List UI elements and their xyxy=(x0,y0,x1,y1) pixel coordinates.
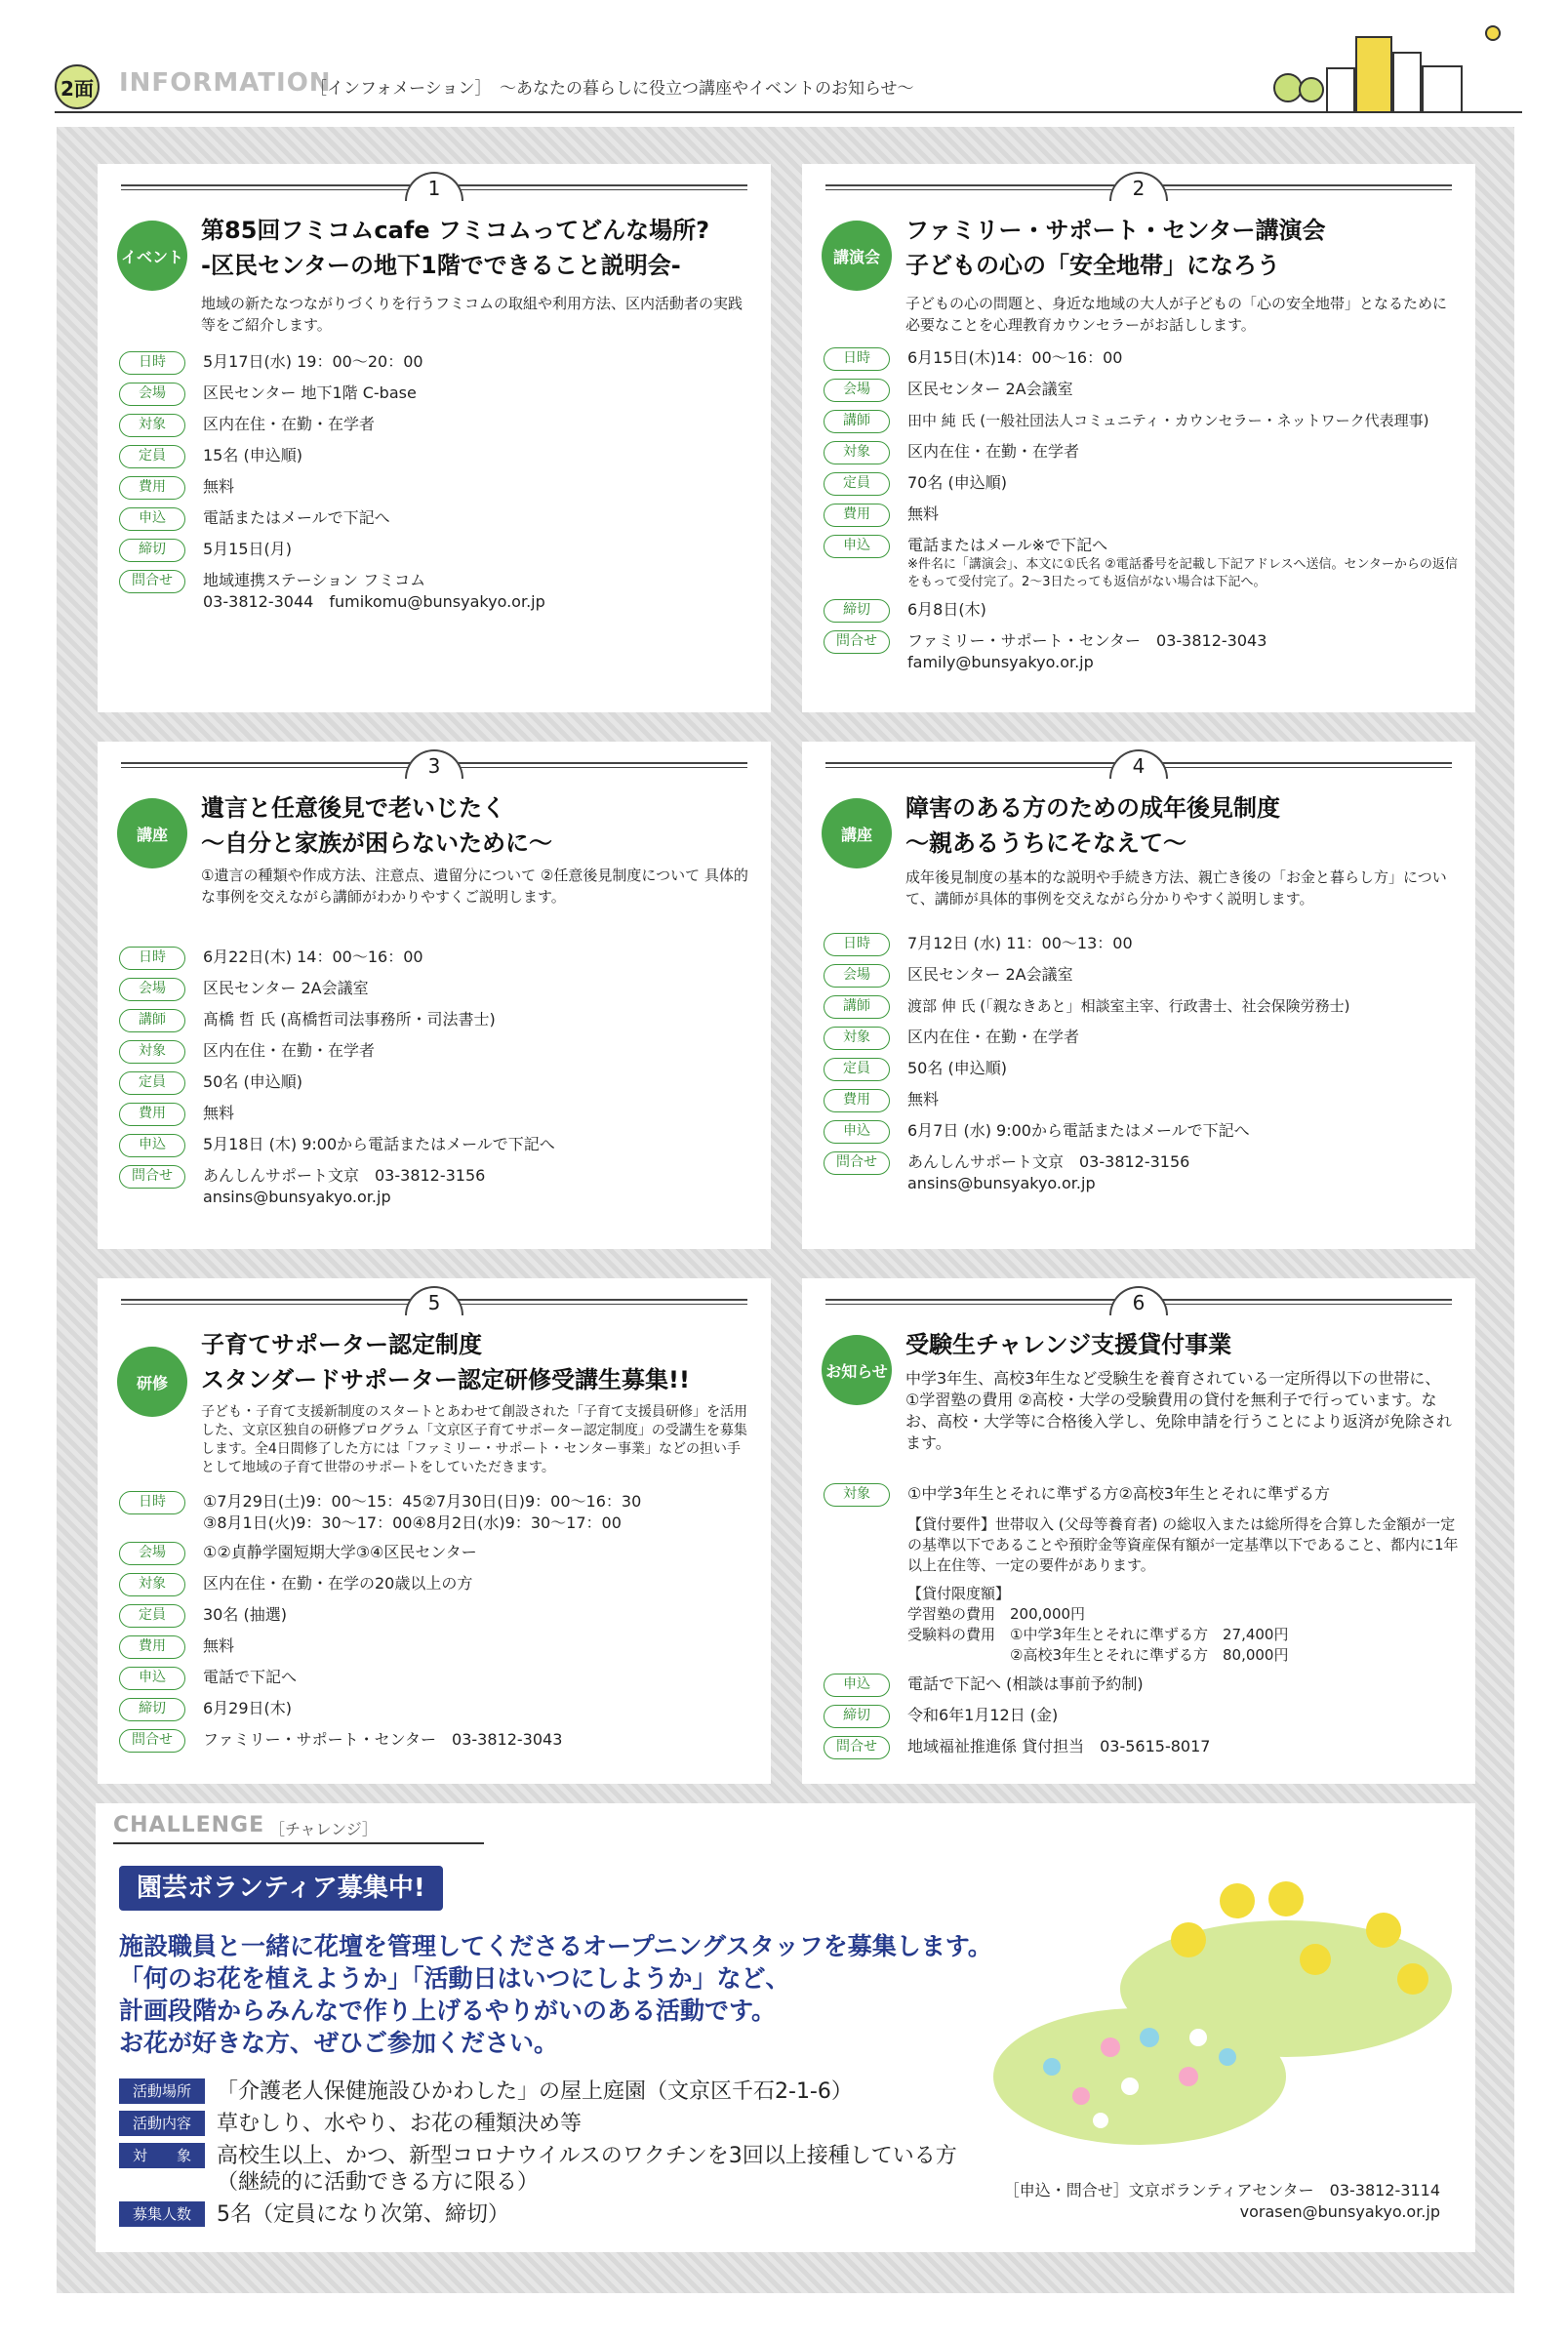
detail-row xyxy=(824,1584,1460,1666)
detail-row xyxy=(119,1009,755,1032)
detail-value: 6月15日(木)14：00～16：00 xyxy=(907,348,1123,367)
card-details xyxy=(824,347,1460,681)
detail-value: 地域福祉推進係 貸付担当 03-5615-8017 xyxy=(907,1737,1211,1755)
card-details xyxy=(119,351,755,621)
card-description: 子どもの心の問題と、身近な地域の大人が子どもの「心の安全地帯」となるために必要なことを心理教育カウンセラーがお話しします。 xyxy=(905,295,1448,334)
detail-value: ファミリー・サポート・センター 03-3812-3043 family@bunsyakyo.or.jp xyxy=(907,631,1267,671)
challenge-title: CHALLENGE xyxy=(113,1813,265,1837)
card-title: ファミリー・サポート・センター講演会 子どもの心の「安全地帯」になろう xyxy=(905,217,1326,279)
card-title: 第85回フミコムcafe フミコムってどんな場所? ‐区民センターの地下1階でできること説明会‐ xyxy=(201,217,710,279)
detail-value: 電話で下記へ xyxy=(203,1668,298,1686)
detail-label: 申込 xyxy=(824,535,890,558)
card-description: 子ども・子育て支援新制度のスタートとあわせて創設された「子育て支援員研修」を活用した、文京区独自の研修プログラム「文京区子育てサポーター認定制度」の受講生を募集します。全4日間修了した方には「ファミリー・サポート・センター事業」などの担い手として地域の子育て世帯のサポートをしていただきます。 xyxy=(201,1404,747,1475)
detail-label: 定員 xyxy=(119,445,185,468)
contact-info: ansins@bunsyakyo.or.jp xyxy=(907,1174,1096,1192)
detail-label: 費用 xyxy=(119,1635,185,1659)
detail-value: 15名 (申込順) xyxy=(203,446,302,464)
detail-value: ①7月29日(土)9：00～15：45②7月30日(日)9：00～16：30 ③8月1日(火)9：30～17：00④8月2日(水)9：30～17：00 xyxy=(203,1492,642,1532)
detail-label: 日時 xyxy=(119,1491,185,1514)
challenge-section xyxy=(96,1803,1475,2252)
detail-row xyxy=(824,1705,1460,1728)
detail-value: 70名 (申込順) xyxy=(907,473,1007,492)
detail-value: 6月29日(木) xyxy=(203,1699,293,1717)
event-card-5 xyxy=(98,1278,771,1784)
challenge-contact: ［申込・問合せ］文京ボランティアセンター 03-3812-3114 vorasen@bunsyakyo.or.jp xyxy=(1003,2181,1440,2221)
card-details xyxy=(119,947,755,1216)
detail-label: 費用 xyxy=(119,476,185,500)
detail-label: 費用 xyxy=(824,504,890,527)
detail-value: 30名 (抽選) xyxy=(203,1605,287,1624)
detail-row xyxy=(824,1151,1460,1194)
detail-label: 申込 xyxy=(119,507,185,531)
detail-row: 活動場所 「介護老人保健施設ひかわした」の屋上庭園（文京区千石2-1-6） xyxy=(119,2078,1075,2105)
detail-row xyxy=(824,964,1460,988)
category-badge: 講座 xyxy=(822,798,892,868)
card-number: 4 xyxy=(1109,749,1168,779)
detail-label: 費用 xyxy=(824,1089,890,1112)
detail-value: 電話またはメール※で下記へ ※件名に「講演会」、本文に①氏名 ②電話番号を記載し下記アドレスへ送信。センターからの返信をもって受付完了。2～3日たっても返信がない場合は下記へ。 xyxy=(907,535,1460,591)
detail-row xyxy=(119,1165,755,1208)
detail-label: 定員 xyxy=(824,472,890,496)
detail-value: ①②貞静学園短期大学③④区民センター xyxy=(203,1543,477,1561)
detail-row xyxy=(824,441,1460,464)
card-number: 1 xyxy=(405,172,463,201)
detail-label: 申込 xyxy=(119,1667,185,1690)
detail-row xyxy=(119,1698,755,1721)
detail-label: 日時 xyxy=(119,947,185,970)
detail-value: 渡部 伸 氏 (「親なきあと」相談室主宰、行政書士、社会保険労務士) xyxy=(907,997,1350,1015)
detail-label: 会場 xyxy=(119,1542,185,1565)
detail-label: 日時 xyxy=(119,351,185,375)
detail-label: 問合せ xyxy=(824,630,890,654)
detail-row xyxy=(119,1729,755,1753)
application-note: ※件名に「講演会」、本文に①氏名 ②電話番号を記載し下記アドレスへ送信。センターからの返信をもって受付完了。2～3日たっても返信がない場合は下記へ。 xyxy=(907,557,1458,589)
detail-value: 区内在住・在勤・在学者 xyxy=(907,1028,1080,1046)
detail-label: 日時 xyxy=(824,347,890,371)
detail-value: 5月15日(月) xyxy=(203,540,293,558)
card-description: 地域の新たなつながりづくりを行うフミコムの取組や利用方法、区内活動者の実践等をご紹介します。 xyxy=(201,295,744,334)
detail-label: 問合せ xyxy=(824,1151,890,1175)
detail-value: 5月18日 (木) 9:00から電話またはメールで下記へ xyxy=(203,1135,555,1153)
detail-value: 【貸付限度額】 学習塾の費用 200,000円 受験料の費用 ①中学3年生とそれに準ずる方 27,400円 ②高校3年生とそれに準ずる方 80,000円 xyxy=(907,1585,1289,1664)
detail-row xyxy=(119,947,755,970)
detail-row xyxy=(824,1058,1460,1081)
card-title: 遺言と任意後見で老いじたく ～自分と家族が困らないために～ xyxy=(201,794,552,857)
detail-row xyxy=(119,445,755,468)
detail-value: 無料 xyxy=(203,1636,235,1655)
detail-label: 問合せ xyxy=(119,1729,185,1753)
detail-value: 地域連携ステーション フミコム 03-3812-3044 fumikomu@bunsyakyo.or.jp xyxy=(203,571,545,611)
page-header xyxy=(0,0,1568,127)
card-title: 受験生チャレンジ支援貸付事業 xyxy=(905,1331,1232,1358)
detail-row xyxy=(824,1514,1460,1576)
challenge-banner: 園芸ボランティア募集中! xyxy=(119,1866,443,1911)
detail-row xyxy=(119,1040,755,1064)
detail-row xyxy=(824,995,1460,1019)
detail-label: 対象 xyxy=(824,1027,890,1050)
page-number-badge: 2面 xyxy=(55,64,100,109)
detail-row xyxy=(824,1027,1460,1050)
detail-row xyxy=(824,1674,1460,1697)
contact-info: 03-3812-3044 fumikomu@bunsyakyo.or.jp xyxy=(203,592,545,611)
detail-row: 活動内容 草むしり、水やり、お花の種類決め等 xyxy=(119,2111,1075,2137)
flower-garden-illustration-icon xyxy=(993,1842,1452,2155)
detail-row xyxy=(119,351,755,375)
detail-value: 田中 純 氏 (一般社団法人コミュニティ・カウンセラー・ネットワーク代表理事) xyxy=(907,412,1429,429)
detail-row xyxy=(119,1604,755,1628)
detail-row: 募集人数 5名（定員になり次第、締切） xyxy=(119,2201,1075,2228)
city-illustration-icon xyxy=(1268,20,1522,113)
detail-label: 講師 xyxy=(119,1009,185,1032)
category-badge: 研修 xyxy=(117,1347,187,1417)
section-title: INFORMATION xyxy=(119,68,332,98)
card-number: 3 xyxy=(405,749,463,779)
detail-value: 区内在住・在勤・在学者 xyxy=(203,415,376,433)
detail-label: 会場 xyxy=(824,379,890,402)
detail-row xyxy=(824,379,1460,402)
detail-value: あんしんサポート文京 03-3812-3156 ansins@bunsyakyo.or.jp xyxy=(907,1152,1190,1192)
card-number: 2 xyxy=(1109,172,1168,201)
detail-label: 定員 xyxy=(119,1071,185,1095)
detail-row xyxy=(119,414,755,437)
detail-value: ファミリー・サポート・センター 03-3812-3043 xyxy=(203,1730,563,1749)
detail-row xyxy=(824,933,1460,956)
detail-label: 定員 xyxy=(824,1058,890,1081)
detail-value: 50名 (申込順) xyxy=(203,1072,302,1091)
card-details xyxy=(824,933,1460,1202)
detail-row xyxy=(119,1635,755,1659)
event-card-3 xyxy=(98,742,771,1249)
detail-value: 無料 xyxy=(907,504,940,523)
detail-label: 対象 xyxy=(824,1483,890,1507)
detail-row xyxy=(119,1491,755,1534)
detail-row xyxy=(119,1134,755,1157)
detail-value: 区民センター 2A会議室 xyxy=(203,979,369,997)
detail-row xyxy=(119,1667,755,1690)
detail-value: 5月17日(水) 19：00～20：00 xyxy=(203,352,423,371)
detail-row xyxy=(119,507,755,531)
detail-value: 令和6年1月12日 (金) xyxy=(907,1706,1059,1724)
detail-label: 申込 xyxy=(824,1120,890,1144)
card-details xyxy=(824,1483,1460,1767)
detail-label: 会場 xyxy=(119,383,185,406)
detail-row xyxy=(119,476,755,500)
event-card-1 xyxy=(98,164,771,712)
detail-row xyxy=(824,504,1460,527)
detail-row xyxy=(119,978,755,1001)
detail-label: 会場 xyxy=(824,964,890,988)
detail-label: 問合せ xyxy=(119,1165,185,1189)
detail-value: 50名 (申込順) xyxy=(907,1059,1007,1077)
detail-label: 対象 xyxy=(824,441,890,464)
detail-label: 締切 xyxy=(119,539,185,562)
detail-row xyxy=(119,1071,755,1095)
detail-row: 対 象 高校生以上、かつ、新型コロナウイルスのワクチンを3回以上接種している方 （継続的に活動できる方に限る） xyxy=(119,2143,1075,2196)
detail-label: 対象 xyxy=(119,414,185,437)
category-badge: 講演会 xyxy=(822,221,892,291)
section-tagline: ～あなたの暮らしに役立つ講座やイベントのお知らせ～ xyxy=(500,79,914,99)
detail-label: 締切 xyxy=(824,1705,890,1728)
detail-row xyxy=(119,570,755,613)
card-title: 障害のある方のための成年後見制度 ～親あるうちにそなえて～ xyxy=(905,794,1280,857)
detail-value: 無料 xyxy=(907,1090,940,1109)
category-badge: イベント xyxy=(117,221,187,291)
detail-value: 電話またはメールで下記へ xyxy=(203,508,390,527)
card-description: ①遺言の種類や作成方法、注意点、遺留分について ②任意後見制度について 具体的な事例を交えながら講師がわかりやすくご説明します。 xyxy=(201,867,748,906)
card-number: 6 xyxy=(1109,1286,1168,1315)
category-badge: お知らせ xyxy=(822,1335,892,1405)
detail-row xyxy=(824,1483,1460,1507)
detail-label: 問合せ xyxy=(119,570,185,593)
event-card-6 xyxy=(802,1278,1475,1784)
detail-row xyxy=(824,1089,1460,1112)
detail-value: 無料 xyxy=(203,477,235,496)
detail-label: 問合せ xyxy=(824,1736,890,1759)
detail-label: 申込 xyxy=(824,1674,890,1697)
header-rule xyxy=(55,111,1518,113)
detail-row xyxy=(119,383,755,406)
detail-value: 6月8日(木) xyxy=(907,600,986,619)
detail-value: 区内在住・在勤・在学の20歳以上の方 xyxy=(203,1574,473,1593)
detail-value: 区民センター 地下1階 C-base xyxy=(203,383,417,402)
detail-label: 会場 xyxy=(119,978,185,1001)
detail-row xyxy=(824,1736,1460,1759)
detail-value: 6月7日 (水) 9:00から電話またはメールで下記へ xyxy=(907,1121,1250,1140)
detail-row xyxy=(824,535,1460,591)
detail-value: 電話で下記へ (相談は事前予約制) xyxy=(907,1674,1144,1693)
detail-value: あんしんサポート文京 03-3812-3156 ansins@bunsyakyo.or.jp xyxy=(203,1166,486,1206)
challenge-details xyxy=(119,2078,1075,2234)
event-card-4 xyxy=(802,742,1475,1249)
card-description: 中学3年生、高校3年生など受験生を養育されている一定所得以下の世帯に、①学習塾の費用 ②高校・大学の受験費用の貸付を無利子で行っています。なお、高校・大学等に合格後入学し、免除申請を行うことにより返済が免除されます。 xyxy=(905,1369,1453,1452)
detail-value: 区民センター 2A会議室 xyxy=(907,965,1073,984)
contact-info: family@bunsyakyo.or.jp xyxy=(907,653,1094,671)
detail-row xyxy=(824,410,1460,433)
challenge-title-sub: ［チャレンジ］ xyxy=(269,1820,378,1838)
detail-row xyxy=(119,539,755,562)
event-card-2 xyxy=(802,164,1475,712)
detail-value: 髙橋 哲 氏 (髙橋哲司法事務所・司法書士) xyxy=(203,1010,496,1029)
section-title-sub: ［インフォメーション］ xyxy=(310,79,492,99)
detail-row xyxy=(119,1542,755,1565)
detail-row xyxy=(824,599,1460,623)
detail-label: 費用 xyxy=(119,1103,185,1126)
detail-row xyxy=(824,1120,1460,1144)
detail-label: 講師 xyxy=(824,410,890,433)
detail-label: 申込 xyxy=(119,1134,185,1157)
detail-label: 締切 xyxy=(119,1698,185,1721)
card-details xyxy=(119,1491,755,1760)
detail-value: 区内在住・在勤・在学者 xyxy=(907,442,1080,461)
detail-value: 【貸付要件】世帯収入 (父母等養育者) の総収入または総所得を合算した金額が一定の基準以下であることや預貯金等資産保有額が一定基準以下であること、都内に1年以上在住等、一定の要件があります。 xyxy=(907,1515,1459,1574)
detail-label: 対象 xyxy=(119,1573,185,1596)
detail-value: 6月22日(木) 14：00～16：00 xyxy=(203,948,423,966)
category-badge: 講座 xyxy=(117,798,187,868)
detail-row xyxy=(824,472,1460,496)
detail-value: 区内在住・在勤・在学者 xyxy=(203,1041,376,1060)
card-title: 子育てサポーター認定制度 スタンダードサポーター認定研修受講生募集!! xyxy=(201,1331,690,1393)
detail-value: ①中学3年生とそれに準ずる方②高校3年生とそれに準ずる方 xyxy=(907,1484,1331,1503)
card-number: 5 xyxy=(405,1286,463,1315)
contact-info: ansins@bunsyakyo.or.jp xyxy=(203,1188,391,1206)
detail-value: 7月12日 (水) 11：00～13：00 xyxy=(907,934,1133,952)
detail-value: 区民センター 2A会議室 xyxy=(907,380,1073,398)
detail-label: 講師 xyxy=(824,995,890,1019)
card-description: 成年後見制度の基本的な説明や手続き方法、親亡き後の「お金と暮らし方」について、講師が具体的事例を交えながら分かりやすく説明します。 xyxy=(905,868,1447,908)
detail-label: 対象 xyxy=(119,1040,185,1064)
detail-label: 締切 xyxy=(824,599,890,623)
detail-row xyxy=(824,347,1460,371)
detail-value: 無料 xyxy=(203,1104,235,1122)
detail-label: 定員 xyxy=(119,1604,185,1628)
challenge-lead: 施設職員と一緒に花壇を管理してくださるオープニングスタッフを募集します。 「何のお花を植えようか」「活動日はいつにしようか」など、 計画段階からみんなで作り上げるやりがいのある活動です。 お花が好きな方、ぜひご参加ください。 xyxy=(119,1932,992,2057)
detail-row xyxy=(824,630,1460,673)
detail-label: 日時 xyxy=(824,933,890,956)
detail-row xyxy=(119,1103,755,1126)
detail-row xyxy=(119,1573,755,1596)
